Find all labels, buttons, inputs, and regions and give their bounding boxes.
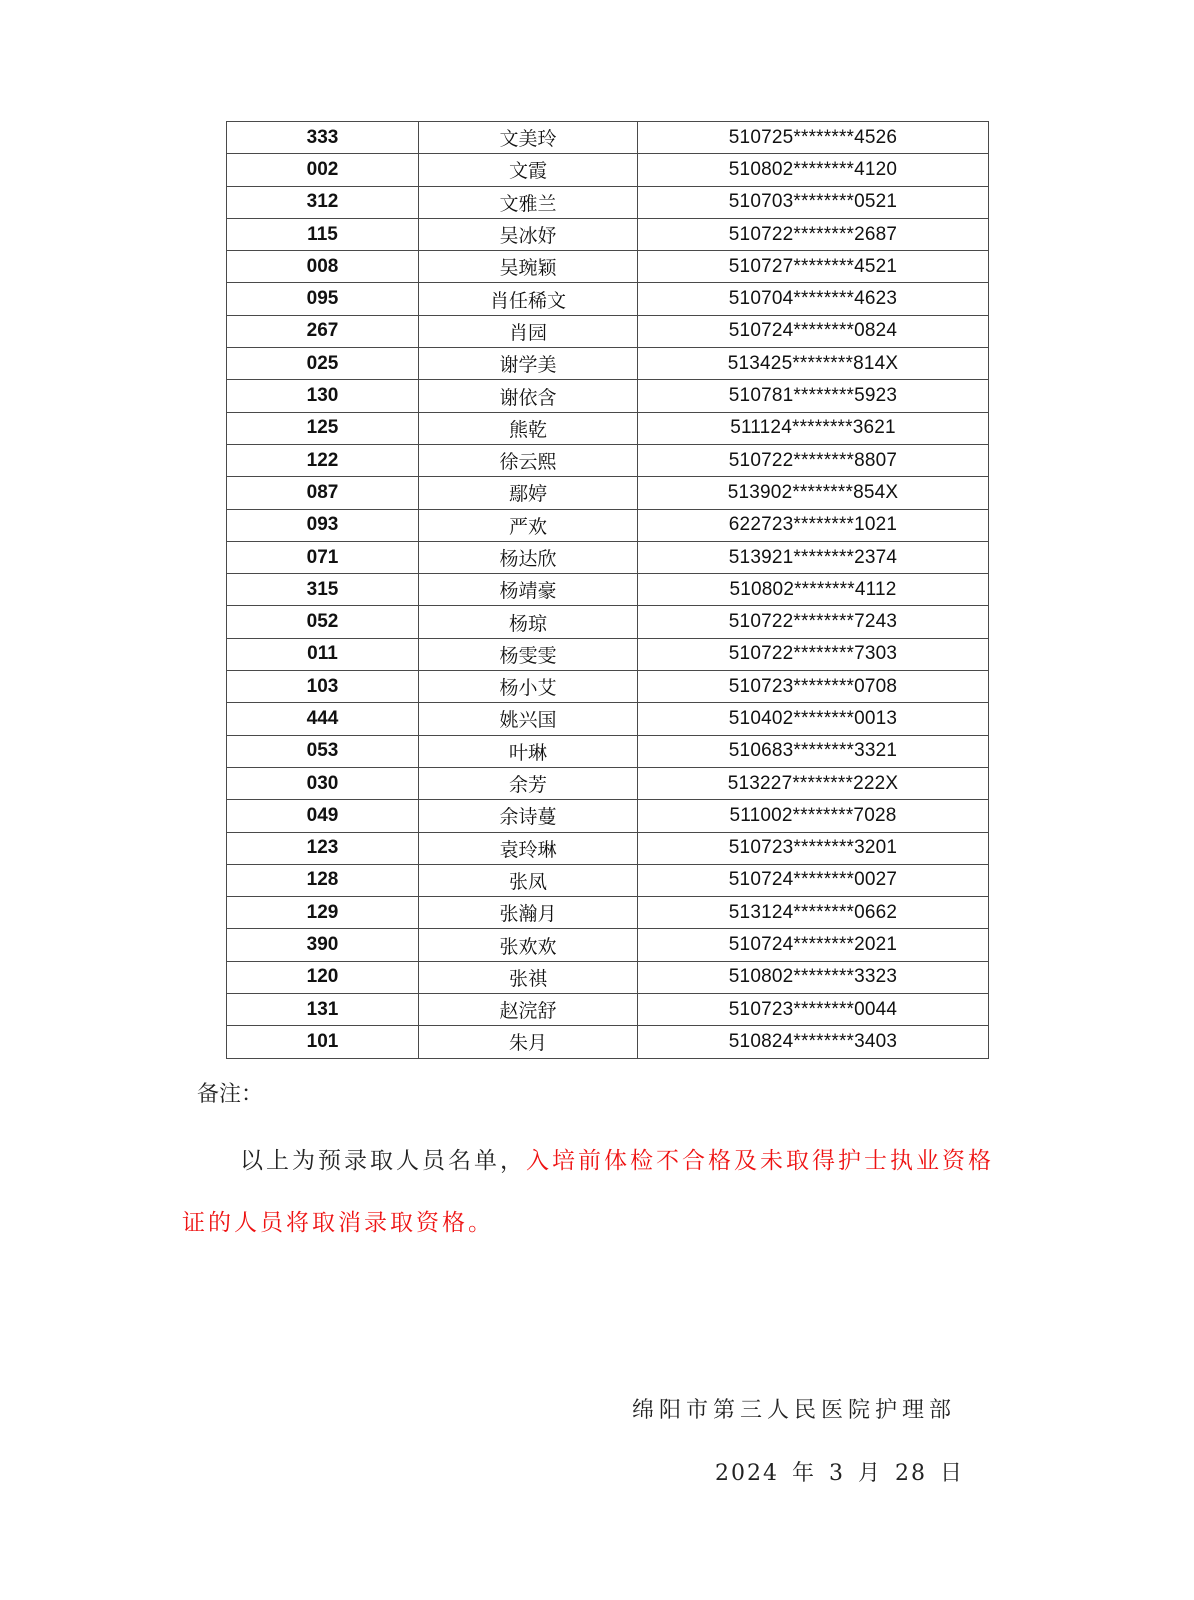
candidate-id-cell: 510727********4521 [638,251,989,283]
table-row [227,186,989,218]
table-row [227,380,989,412]
candidate-id-cell: 513227********222X [638,767,989,799]
candidate-number-cell: 312 [227,186,419,218]
candidate-number-cell: 128 [227,864,419,896]
candidate-number-cell: 267 [227,315,419,347]
candidate-number-cell: 122 [227,444,419,476]
candidate-number-cell: 131 [227,994,419,1026]
candidate-name-cell: 杨达欣 [419,541,638,573]
candidate-number-cell: 103 [227,671,419,703]
candidate-name-cell: 徐云熙 [419,444,638,476]
candidate-name-cell: 谢依含 [419,380,638,412]
candidate-name-cell: 杨靖豪 [419,574,638,606]
candidate-name-cell: 朱月 [419,1026,638,1058]
candidate-name-cell: 文霞 [419,154,638,186]
candidate-name-cell: 姚兴国 [419,703,638,735]
candidate-name-cell: 余诗蔓 [419,800,638,832]
candidate-id-cell: 510724********0027 [638,864,989,896]
signature-organization: 绵阳市第三人民医院护理部 [632,1398,957,1423]
candidate-number-cell: 049 [227,800,419,832]
candidate-name-cell: 吴琬颖 [419,251,638,283]
candidate-name-cell: 文美玲 [419,122,638,154]
table-row [227,574,989,606]
signature-date: 2024 年 3 月 28 日 [715,1461,964,1486]
table-row [227,897,989,929]
candidate-name-cell: 杨雯雯 [419,638,638,670]
candidate-id-cell: 510824********3403 [638,1026,989,1058]
table-row [227,444,989,476]
candidate-id-cell: 510722********7303 [638,638,989,670]
table-row [227,315,989,347]
table-row [227,509,989,541]
table-row [227,994,989,1026]
candidate-number-cell: 101 [227,1026,419,1058]
candidate-number-cell: 115 [227,218,419,250]
remarks-body-normal: 以上为预录取人员名单， [240,1148,526,1174]
candidate-name-cell: 袁玲琳 [419,832,638,864]
candidate-id-cell: 513902********854X [638,477,989,509]
candidate-number-cell: 011 [227,638,419,670]
candidate-id-cell: 510722********2687 [638,218,989,250]
candidate-name-cell: 赵浣舒 [419,994,638,1026]
table-row [227,961,989,993]
candidate-number-cell: 030 [227,767,419,799]
candidate-id-cell: 510802********3323 [638,961,989,993]
candidate-name-cell: 肖任稀文 [419,283,638,315]
table-row [227,122,989,154]
candidate-name-cell: 吴冰妤 [419,218,638,250]
table-row [227,412,989,444]
table-row [227,154,989,186]
candidate-number-cell: 008 [227,251,419,283]
candidate-name-cell: 文雅兰 [419,186,638,218]
candidate-id-cell: 510402********0013 [638,703,989,735]
candidate-id-cell: 510722********8807 [638,444,989,476]
candidate-number-cell: 130 [227,380,419,412]
candidate-name-cell: 鄢婷 [419,477,638,509]
candidate-number-cell: 002 [227,154,419,186]
candidate-number-cell: 315 [227,574,419,606]
table-row [227,671,989,703]
candidate-id-cell: 510683********3321 [638,735,989,767]
candidate-id-cell: 511002********7028 [638,800,989,832]
candidate-number-cell: 025 [227,348,419,380]
candidate-name-cell: 杨琼 [419,606,638,638]
candidate-name-cell: 肖园 [419,315,638,347]
table-row [227,800,989,832]
candidate-id-cell: 510781********5923 [638,380,989,412]
table-row [227,541,989,573]
candidate-name-cell: 谢学美 [419,348,638,380]
candidate-id-cell: 510722********7243 [638,606,989,638]
table-row [227,703,989,735]
candidate-name-cell: 张欢欢 [419,929,638,961]
admission-roster-table [226,121,989,1059]
candidate-number-cell: 120 [227,961,419,993]
candidate-number-cell: 052 [227,606,419,638]
candidate-id-cell: 513921********2374 [638,541,989,573]
table-row [227,251,989,283]
candidate-name-cell: 余芳 [419,767,638,799]
table-row [227,929,989,961]
candidate-number-cell: 125 [227,412,419,444]
table-row [227,283,989,315]
remarks-body-highlight: 入培前体检不合格及未取得护士执业资格证的人员将取消录取资格。 [182,1148,994,1236]
candidate-id-cell: 510723********0044 [638,994,989,1026]
candidate-name-cell: 张祺 [419,961,638,993]
table-row [227,832,989,864]
candidate-id-cell: 513124********0662 [638,897,989,929]
candidate-name-cell: 杨小艾 [419,671,638,703]
candidate-number-cell: 071 [227,541,419,573]
candidate-id-cell: 511124********3621 [638,412,989,444]
candidate-id-cell: 510704********4623 [638,283,989,315]
candidate-number-cell: 129 [227,897,419,929]
candidate-id-cell: 510703********0521 [638,186,989,218]
candidate-id-cell: 510725********4526 [638,122,989,154]
candidate-id-cell: 510724********2021 [638,929,989,961]
candidate-name-cell: 熊乾 [419,412,638,444]
table-row [227,767,989,799]
candidate-id-cell: 510802********4120 [638,154,989,186]
candidate-name-cell: 严欢 [419,509,638,541]
candidate-number-cell: 087 [227,477,419,509]
candidate-number-cell: 390 [227,929,419,961]
roster-body [227,122,989,1059]
table-row [227,735,989,767]
candidate-number-cell: 444 [227,703,419,735]
candidate-id-cell: 510723********3201 [638,832,989,864]
candidate-id-cell: 622723********1021 [638,509,989,541]
table-row [227,864,989,896]
candidate-id-cell: 510723********0708 [638,671,989,703]
table-row [227,218,989,250]
candidate-number-cell: 123 [227,832,419,864]
candidate-name-cell: 张凤 [419,864,638,896]
table-row [227,477,989,509]
table-row [227,1026,989,1058]
candidate-name-cell: 叶琳 [419,735,638,767]
candidate-number-cell: 095 [227,283,419,315]
candidate-number-cell: 333 [227,122,419,154]
table-row [227,348,989,380]
candidate-number-cell: 053 [227,735,419,767]
table-row [227,606,989,638]
candidate-number-cell: 093 [227,509,419,541]
candidate-name-cell: 张瀚月 [419,897,638,929]
remarks-label: 备注： [197,1082,264,1107]
candidate-id-cell: 513425********814X [638,348,989,380]
remarks-body [182,1130,1012,1254]
table-row [227,638,989,670]
candidate-id-cell: 510802********4112 [638,574,989,606]
candidate-id-cell: 510724********0824 [638,315,989,347]
